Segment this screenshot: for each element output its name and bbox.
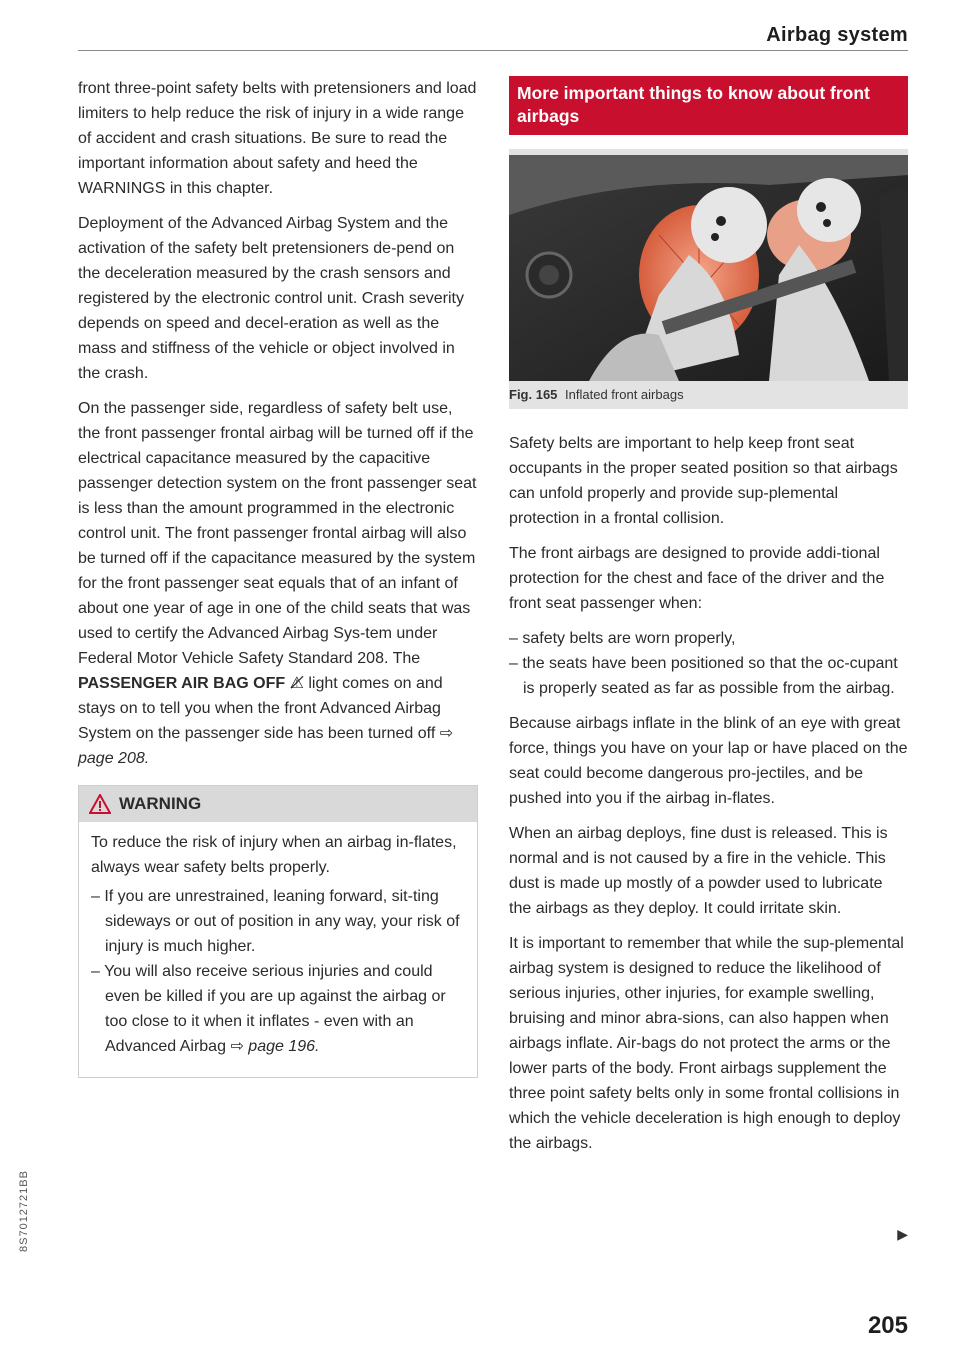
p3-text-a: On the passenger side, regardless of safety belt use, the front passenger frontal airbag will be turned off if the electrical capacitance measured by the capacitive passenger detection system on the front passenger seat is less than the amount programmed in the electronic control unit. The front passenger frontal airbag will also be turned off if the capacitance measured by the system for the front passenger seat equals that of an infant of about one year of age in one of the child seats that was used to certify the Advanced Airbag Sys-tem under Federal Motor Vehicle Safety Standard 208. The [78, 400, 477, 667]
right-paragraph-1: Safety belts are important to help keep front seat occupants in the proper seated position so that airbags can unfold properly and provide sup-plemental protection in a frontal collision. [509, 435, 898, 527]
warning-item: – You will also receive serious injuries and could even be killed if you are up against the airbag or too close to it when it inflates - even with an Advanced Airbag ⇨ page 196. [91, 959, 465, 1059]
header-rule [78, 50, 908, 51]
right-paragraph-4: When an airbag deploys, fine dust is released. This is normal and is not caused by a fire in the vehicle. This dust is made up mostly of a powder used to lubricate the airbags as they deploy. It could irritate skin. [509, 825, 888, 917]
page-208-link[interactable]: ⇨ page 208. [78, 725, 454, 767]
right-text [509, 431, 908, 1156]
list-item: – the seats have been positioned so that the oc-cupant is properly seated as far as possible from the airbag. [509, 651, 908, 701]
passenger-airbag-icon: ⚠̸ [289, 675, 304, 692]
warning-title: WARNING [119, 794, 202, 813]
passenger-airbag-off-label: PASSENGER AIR BAG OFF [78, 675, 286, 692]
p3-text-b: light comes on and stays on to tell you when the front Advanced Airbag System on the passenger side has been turned off [78, 675, 443, 742]
right-paragraph-3: Because airbags inflate in the blink of an eye with great force, things you have on your lap or have placed on the seat could become dangerous pro-jectiles, and be pushed into you if the airbag in-flates. [509, 715, 908, 807]
warning-header [79, 786, 477, 822]
continue-arrow-icon: ▶ [897, 1226, 908, 1242]
warning-box [78, 785, 478, 1078]
side-code: 8S7012721BB [18, 1170, 30, 1252]
warning-intro: To reduce the risk of injury when an airbag in-flates, always wear safety belts properly. [91, 834, 457, 876]
figure-165 [509, 149, 908, 409]
warning-triangle-icon [89, 794, 111, 814]
page-196-link[interactable]: ⇨ page 196. [230, 1038, 320, 1055]
left-column [78, 76, 478, 1078]
figure-caption [509, 381, 908, 409]
left-paragraph-2: Deployment of the Advanced Airbag System and the activation of the safety belt pretensioners de-pend on the deceleration measured by the crash sensors and registered by the electronic control unit. Crash severity depends on speed and decel-eration as well as the mass and stiffness of the vehicle or object involved in the crash. [78, 215, 464, 382]
warning-body [79, 822, 477, 1077]
figure-label: Fig. 165 [509, 387, 558, 402]
inflated-airbags-image [509, 155, 908, 381]
left-paragraph-3 [78, 396, 478, 771]
section-title: Airbag system [766, 24, 908, 46]
conditions-list [509, 626, 908, 701]
figure-caption-text: Inflated front airbags [565, 387, 684, 402]
right-column [509, 76, 908, 1166]
left-paragraph-1: front three-point safety belts with pretensioners and load limiters to help reduce the risk of injury in a wide range of accident and crash situations. Be sure to read the important information about safety and heed the WARNINGS in this chapter. [78, 80, 477, 197]
right-paragraph-5: It is important to remember that while the sup-plemental airbag system is designed to reduce the likelihood of serious injuries, other injuries, for example swelling, bruising and minor abra-sions, can also happen when airbags inflate. Air-bags do not protect the arms or the lower parts of the body. Front airbags supplement the three point safety belts only in some frontal collisions in which the vehicle deceleration is high enough to deploy the airbags. [509, 935, 904, 1152]
warning-item: – If you are unrestrained, leaning forward, sit-ting sideways or out of position in any way, your risk of injury is much higher. [91, 884, 465, 959]
page-number: 205 [867, 1312, 908, 1339]
warning-list [91, 884, 465, 1059]
right-paragraph-2: The front airbags are designed to provide addi-tional protection for the chest and face of the driver and the front seat passenger when: [509, 545, 885, 612]
list-item: – safety belts are worn properly, [509, 626, 908, 651]
section-heading: More important things to know about front airbags [509, 76, 908, 135]
